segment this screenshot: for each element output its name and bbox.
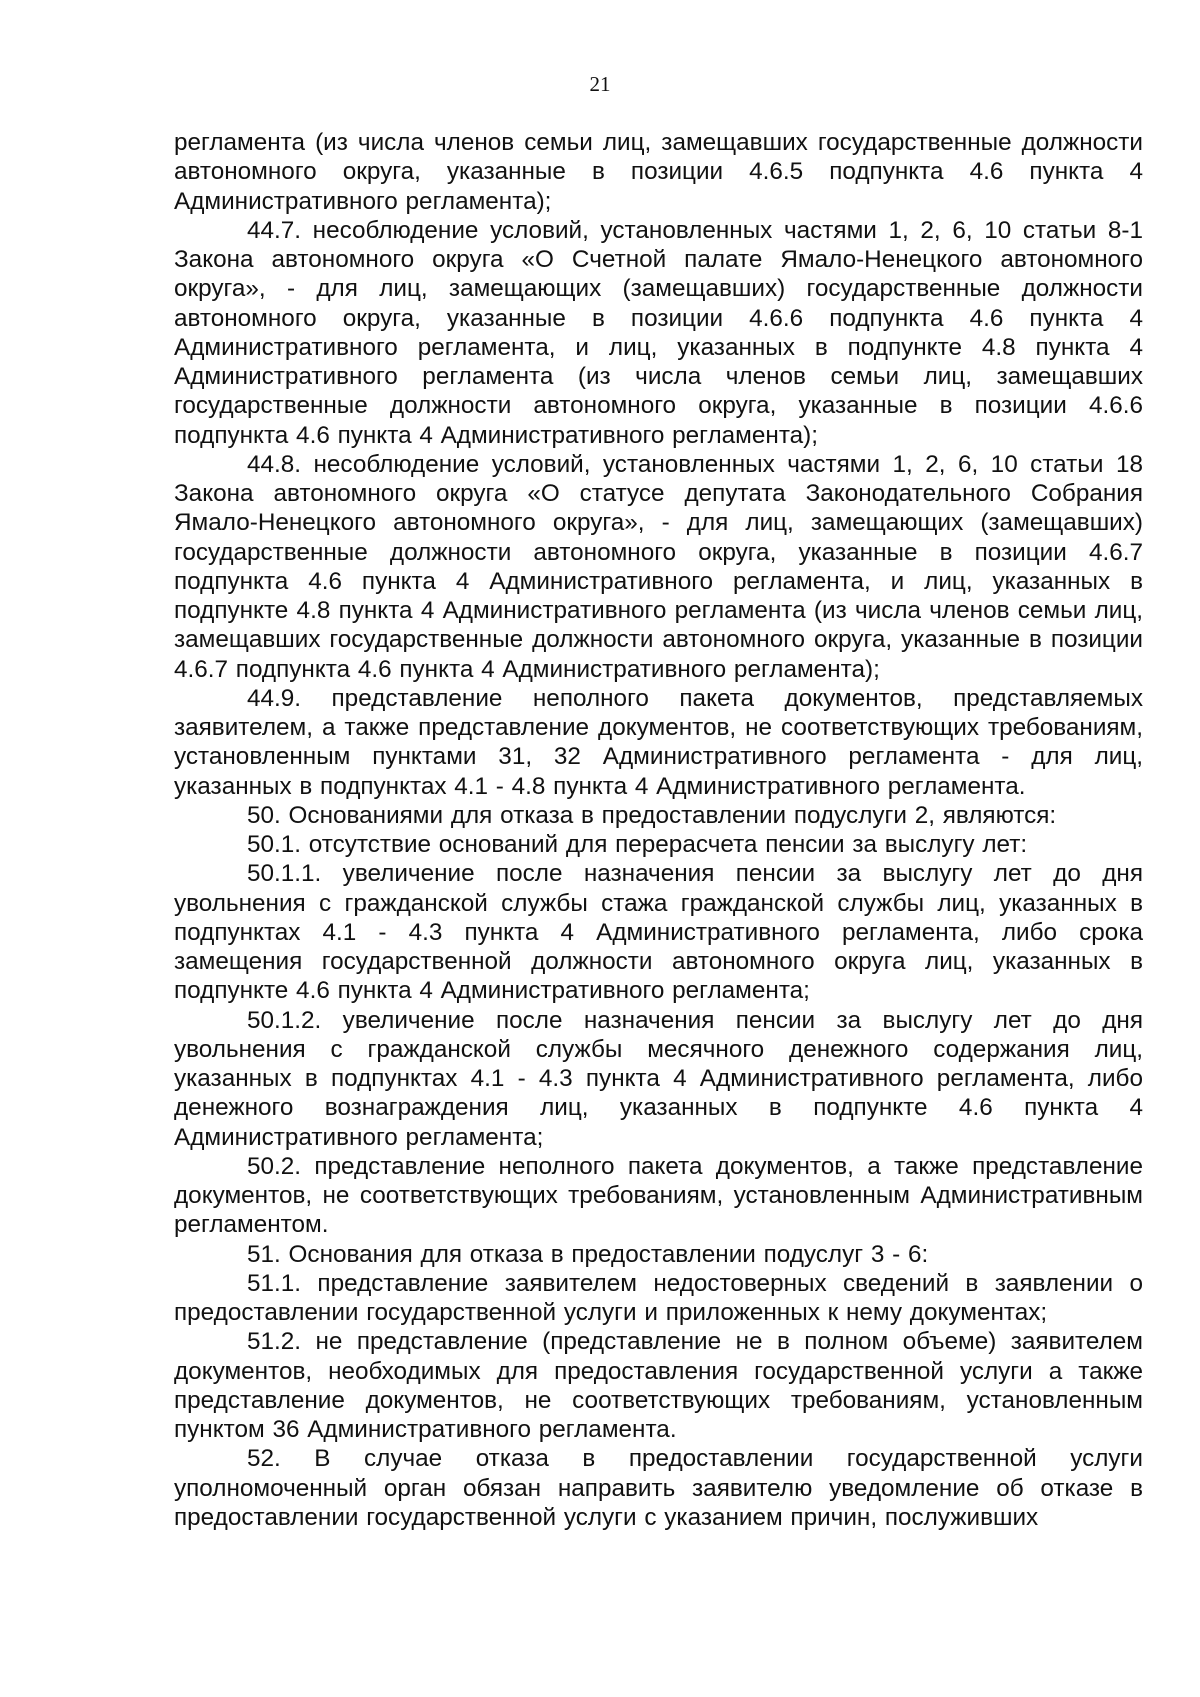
paragraph-51-1: 51.1. представление заявителем недостоверных сведений в заявлении о предоставлении государственной услуги и приложенных к нему документах; (174, 1269, 1143, 1326)
document-body (174, 128, 1143, 1532)
paragraph-44-7: 44.7. несоблюдение условий, установленных частями 1, 2, 6, 10 статьи 8-1 Закона автономного округа «О Счетной палате Ямало-Ненецкого автономного округа», - для лиц, замещающих (замещавших) государственные должности автономного округа, указанные в позиции 4.6.6 подпункта 4.6 пункта 4 Административного регламента, и лиц, указанных в подпункте 4.8 пункта 4 Административного регламента (из числа членов семьи лиц, замещавших государственные должности автономного округа, указанные в позиции 4.6.6 подпункта 4.6 пункта 4 Административного регламента); (174, 216, 1143, 449)
page-number: 21 (589, 72, 611, 96)
paragraph-50-1-2: 50.1.2. увеличение после назначения пенсии за выслугу лет до дня увольнения с гражданской службы месячного денежного содержания лиц, указанных в подпунктах 4.1 - 4.3 пункта 4 Административного регламента, либо денежного вознаграждения лиц, указанных в подпункте 4.6 пункта 4 Административного регламента; (174, 1006, 1143, 1151)
paragraph-continuation: регламента (из числа членов семьи лиц, замещавших государственные должности автономного округа, указанные в позиции 4.6.5 подпункта 4.6 пункта 4 Административного регламента); (174, 129, 1143, 215)
paragraph-50-1: 50.1. отсутствие оснований для перерасчета пенсии за выслугу лет: (247, 831, 1028, 858)
paragraph-50-2: 50.2. представление неполного пакета документов, а также представление документов, не соответствующих требованиям, установленным Административным регламентом. (174, 1152, 1143, 1239)
paragraph-51-2: 51.2. не представление (представление не в полном объеме) заявителем документов, необходимых для предоставления государственной услуги а также представление документов, не соответствующих требованиям, установленным пунктом 36 Административного регламента. (174, 1328, 1143, 1443)
paragraph-44-8: 44.8. несоблюдение условий, установленных частями 1, 2, 6, 10 статьи 18 Закона автономного округа «О статусе депутата Законодательного Собрания Ямало-Ненецкого автономного округа», - для лиц, замещающих (замещавших) государственные должности автономного округа, указанные в позиции 4.6.7 подпункта 4.6 пункта 4 Административного регламента, и лиц, указанных в подпункте 4.8 пункта 4 Административного регламента (из числа членов семьи лиц, замещавших государственные должности автономного округа, указанные в позиции 4.6.7 подпункта 4.6 пункта 4 Административного регламента); (174, 450, 1143, 683)
paragraph-44-9: 44.9. представление неполного пакета документов, представляемых заявителем, а также представление документов, не соответствующих требованиям, установленным пунктами 31, 32 Административного регламента - для лиц, указанных в подпунктах 4.1 - 4.8 пункта 4 Административного регламента. (174, 684, 1143, 800)
paragraph-52: 52. В случае отказа в предоставлении государственной услуги уполномоченный орган обязан направить заявителю уведомление об отказе в предоставлении государственной услуги с указанием причин, послуживших (174, 1445, 1143, 1531)
paragraph-50: 50. Основаниями для отказа в предоставлении подуслуги 2, являются: (247, 801, 1057, 829)
paragraph-50-1-1: 50.1.1. увеличение после назначения пенсии за выслугу лет до дня увольнения с гражданской службы стажа гражданской службы лиц, указанных в подпунктах 4.1 - 4.3 пункта 4 Административного регламента, либо срока замещения государственной должности автономного округа лиц, указанных в подпункте 4.6 пункта 4 Административного регламента; (174, 860, 1143, 1005)
paragraph-51: 51. Основания для отказа в предоставлении подуслуг 3 - 6: (247, 1240, 929, 1268)
